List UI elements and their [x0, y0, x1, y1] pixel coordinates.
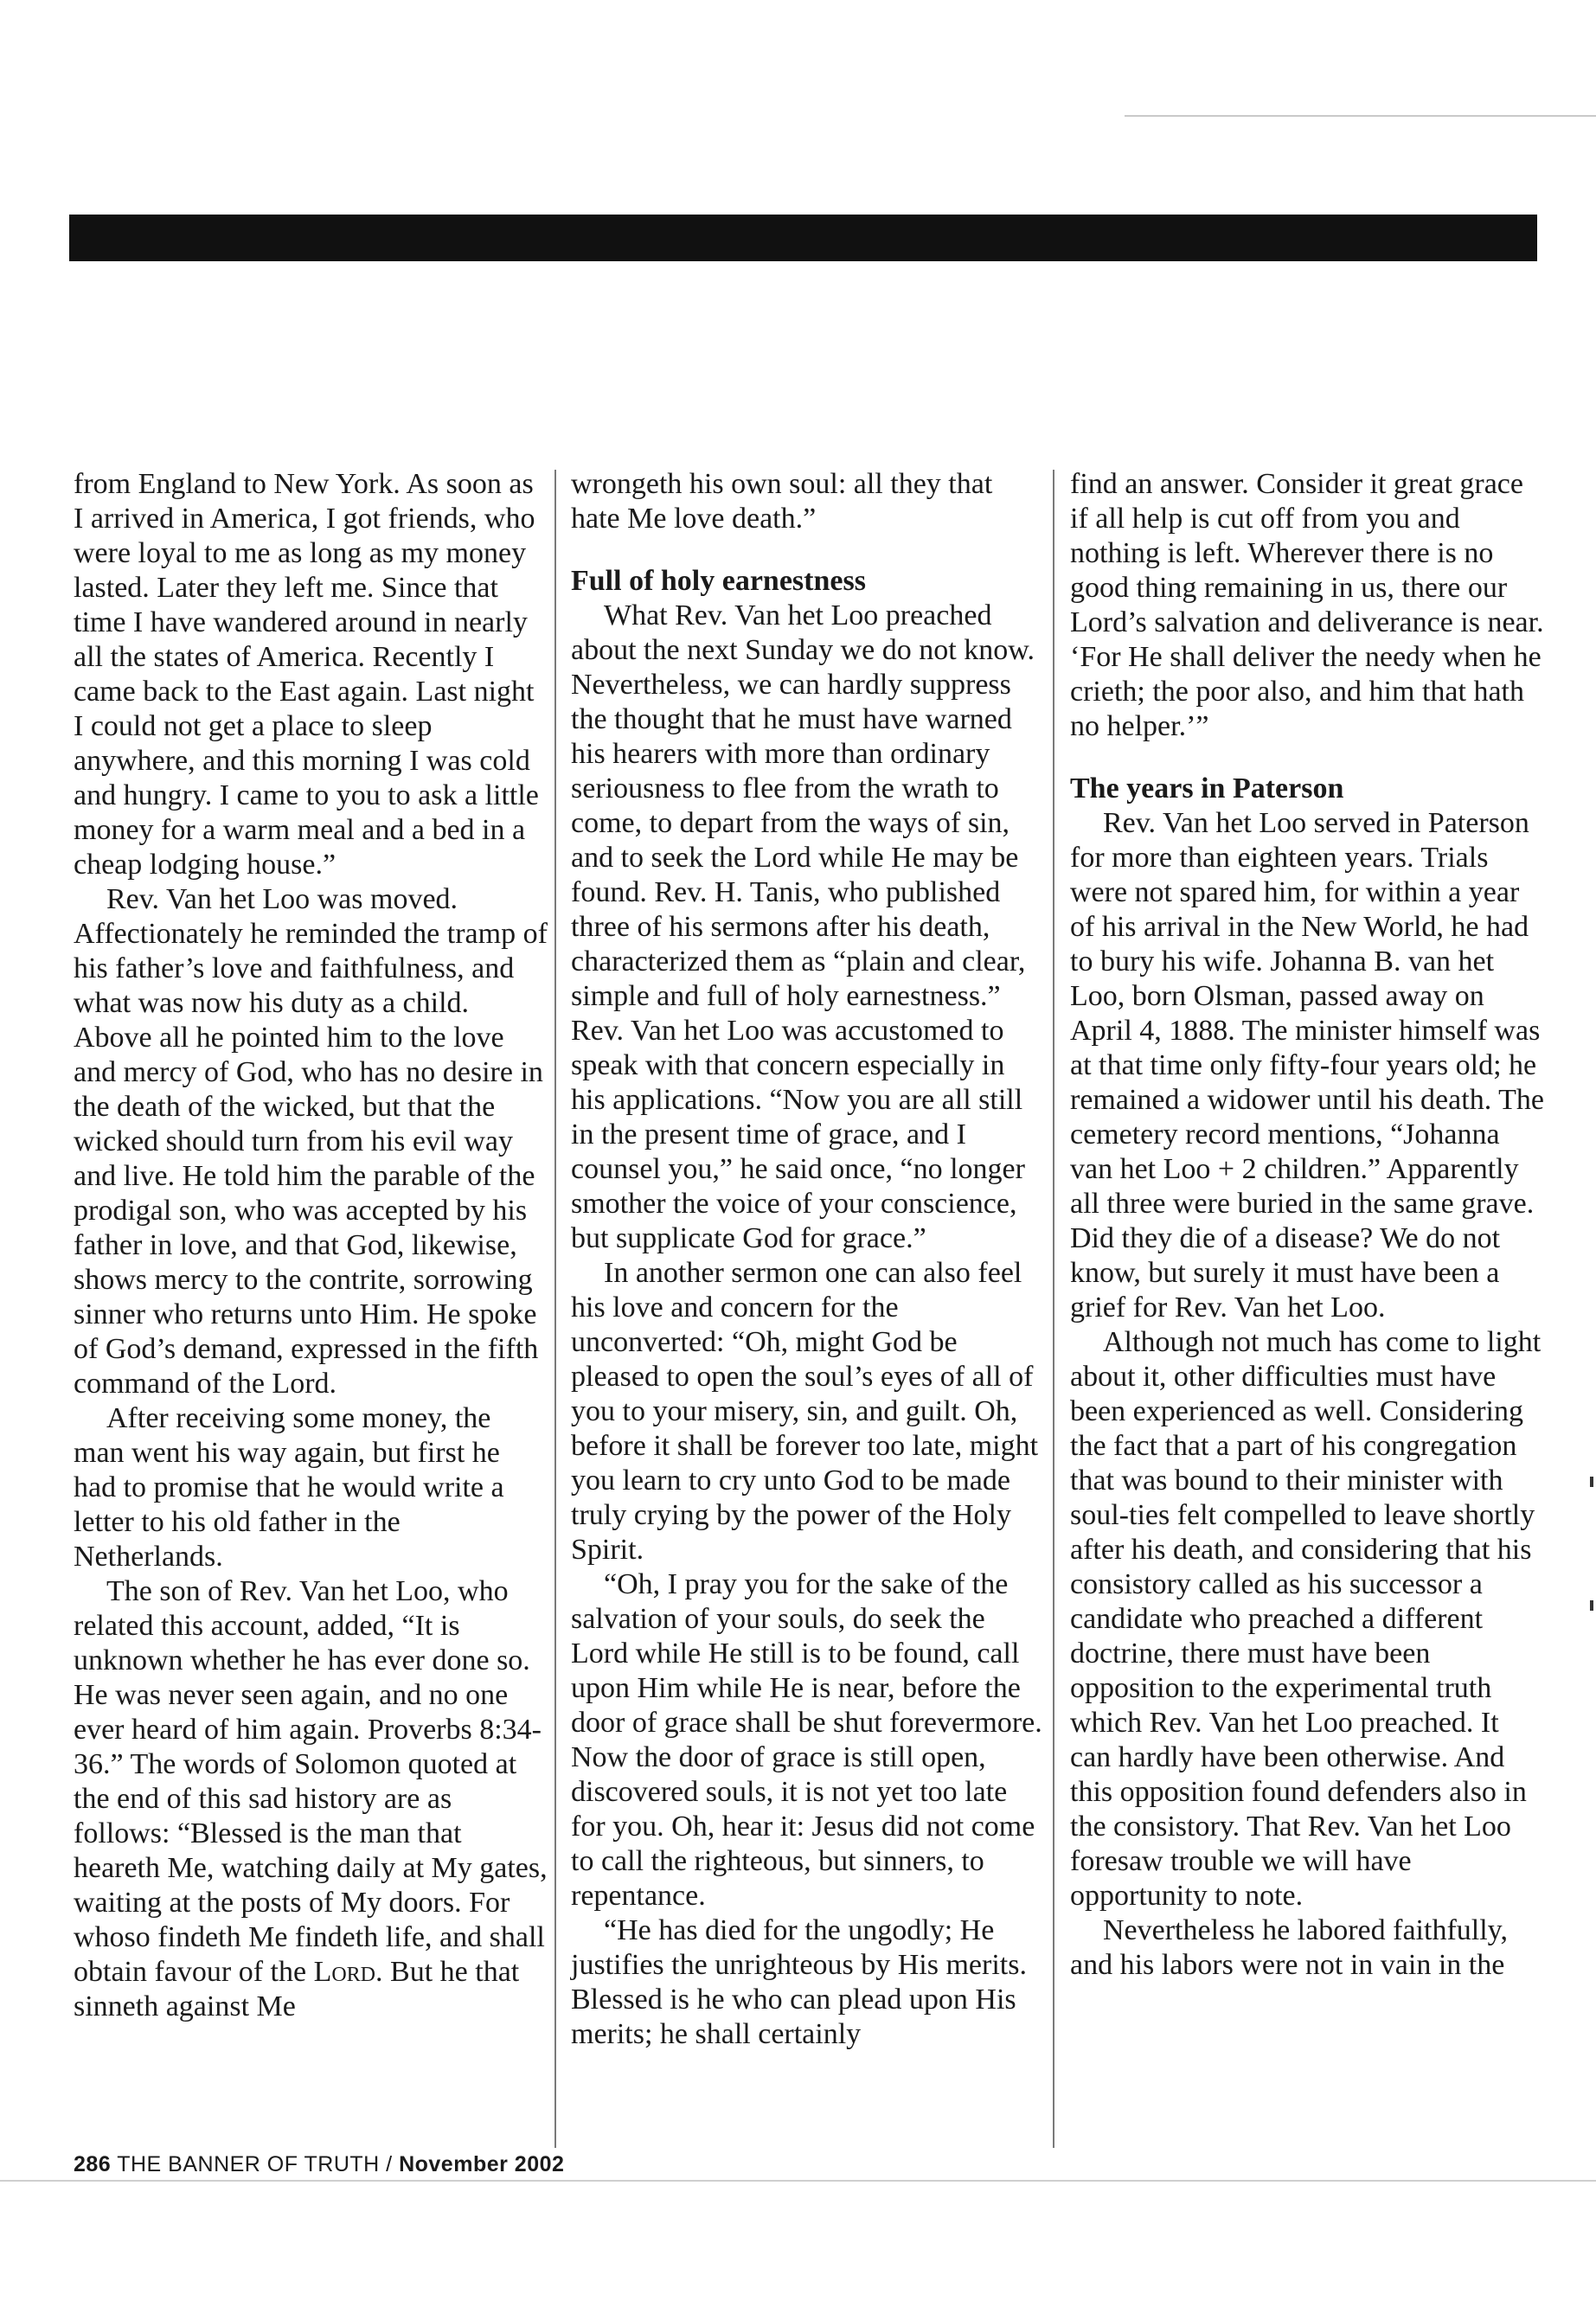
paragraph: After receiving some money, the man went his way again, but first he had to promise that he would write a letter to his old father in the Netherlands. — [74, 1402, 504, 1573]
paragraph: Rev. Van het Loo was moved. Affectionately he reminded the tramp of his father’s love and faithfulness, and what was now his duty as a child. Above all he pointed him to the love and mercy of God, who has no desire in the death of the wicked, but that the wicked should turn from his evil way and live. He told him the parable of the prodigal son, who was accepted by his father in love, and that God, likewise, shows mercy to the contrite, sorrowing sinner who returns unto Him. He spoke of God’s demand, expressed in the fifth command of the Lord. — [74, 883, 548, 1400]
bottom-rule — [0, 2180, 1596, 2182]
page-number: 286 — [74, 2152, 112, 2176]
footer-separator: / — [386, 2152, 393, 2176]
page-footer — [74, 2151, 564, 2177]
paragraph: Rev. Van het Loo served in Paterson for more than eighteen years. Trials were not spared him, for within a year of his arrival in the New World, he had to bury his wife. Johanna B. van het Loo, born Olsman, passed away on April 4, 1888. The minister himself was at that time only fifty-four years old; he remained a widower until his death. The cemetery record mentions, “Johanna van het Loo + 2 children.” Apparently all three were buried in the same grave. Did they die of a disease? We do not know, but surely it must have been a grief for Rev. Van het Loo. — [1070, 807, 1544, 1324]
article-column-1 — [74, 467, 548, 2024]
paragraph: “He has died for the ungodly; He justifies the unrighteous by His merits. Blessed is he who can plead upon His merits; he shall certainly — [571, 1914, 1027, 2050]
edge-mark — [1590, 1477, 1593, 1487]
paragraph-text: The son of Rev. Van het Loo, who related this account, added, “It is unknown whether he has ever done so. He was never seen again, and no one ever heard of him again. Proverbs 8:34-36.” The words of Solomon quoted at the end of this sad history are as follows: “Blessed is the man that heareth Me, watching daily at My gates, waiting at the posts of My doors. For whoso findeth Me findeth life, and shall obtain favour of the — [74, 1575, 548, 1988]
section-heading: Full of holy earnestness — [571, 565, 866, 597]
paragraph: from England to New York. As soon as I arrived in America, I got friends, who were loyal to me as long as my money lasted. Later they left me. Since that time I have wandered around in nearly all the states of America. Recently I came back to the East again. Last night I could not get a place to sleep anywhere, and this morning I was cold and hungry. I came to you to ask a little money for a warm meal and a bed in a cheap lodging house.” — [74, 468, 539, 881]
column-divider — [1053, 470, 1054, 2148]
paragraph: Nevertheless he labored faithfully, and his labors were not in vain in the — [1070, 1914, 1508, 1981]
edge-mark — [1590, 1600, 1593, 1611]
paragraph: What Rev. Van het Loo preached about the next Sunday we do not know. Nevertheless, we can hardly suppress the thought that he must have warned his hearers with more than ordinary seriousness to flee from the wrath to come, to depart from the ways of sin, and to seek the Lord while He may be found. Rev. H. Tanis, who published three of his sermons after his death, characterized them as “plain and clear, simple and full of holy earnestness.” Rev. Van het Loo was accustomed to speak with that concern especially in his applications. “Now you are all still in the present time of grace, and I counsel you,” he said once, “no longer smother the voice of your conscience, but supplicate God for grace.” — [571, 599, 1035, 1254]
header-band — [69, 215, 1537, 261]
paragraph: In another sermon one can also feel his love and concern for the unconverted: “Oh, might God be pleased to open the soul’s eyes of all of you to your misery, sin, and guilt. Oh, before it shall be forever too late, might you learn to cry unto God to be made truly crying by the power of the Holy Spirit. — [571, 1257, 1039, 1566]
issue-date: November 2002 — [399, 2152, 565, 2176]
column-divider — [554, 470, 556, 2148]
paragraph: wrongeth his own soul: all they that hate Me love death.” — [571, 468, 993, 535]
paragraph: find an answer. Consider it great grace if all help is cut off from you and nothing is left. Wherever there is no good thing remaining in us, there our Lord’s salvation and deliverance is near. ‘For He shall deliver the needy when he crieth; the poor also, and him that hath no helper.’” — [1070, 468, 1544, 742]
paragraph-text-end: . But he that sinneth against Me — [74, 1956, 520, 2022]
article-column-3 — [1070, 467, 1544, 1983]
section-heading: The years in Paterson — [1070, 772, 1344, 804]
paragraph: “Oh, I pray you for the sake of the salvation of your souls, do seek the Lord while He still is to be found, call upon Him while He is near, before the door of grace shall be shut forevermore. Now the door of grace is still open, discovered souls, it is not yet too late for you. Oh, hear it: Jesus did not come to call the righteous, but sinners, to repentance. — [571, 1568, 1042, 1912]
paragraph: Although not much has come to light about it, other difficulties must have been experienced as well. Considering the fact that a part of his congregation that was bound to their minister with soul-ties felt compelled to leave shortly after his death, and considering that his consistory called as his successor a candidate who preached a different doctrine, there must have been opposition to the experimental truth which Rev. Van het Loo preached. It can hardly have been otherwise. And this opposition found defenders also in the consistory. That Rev. Van het Loo foresaw trouble we will have opportunity to note. — [1070, 1326, 1542, 1912]
top-rule — [1125, 115, 1596, 117]
paragraph — [74, 1574, 548, 2024]
lord-small-caps: Lord — [313, 1956, 376, 1988]
publication-name: THE BANNER OF TRUTH — [117, 2152, 380, 2176]
article-column-2 — [571, 467, 1045, 2052]
